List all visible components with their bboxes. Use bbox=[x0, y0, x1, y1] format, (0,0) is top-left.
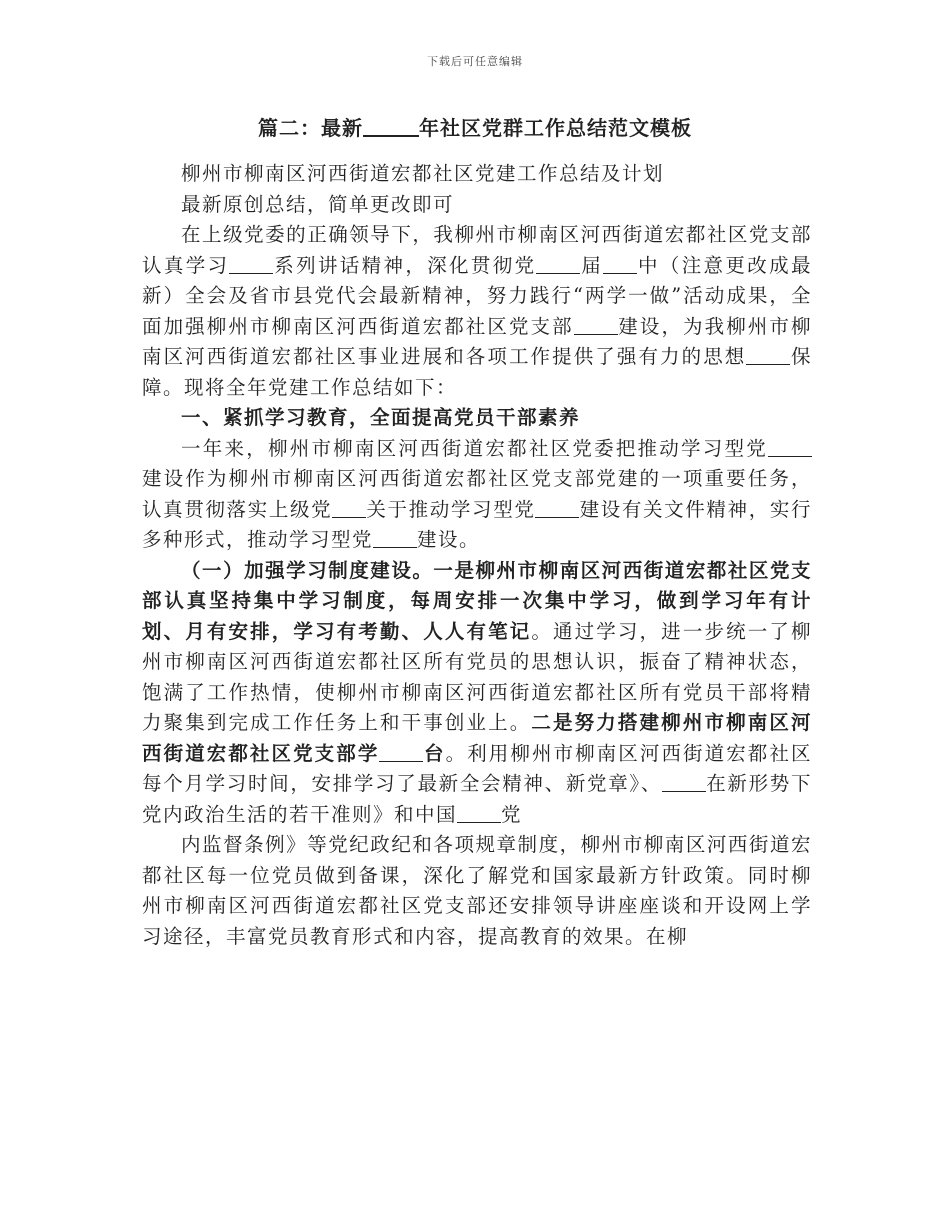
intro-text-e: 建设，为我柳州市柳南区河西街道宏都社区事业进展和各项工作提供了强有力的思想 bbox=[142, 314, 812, 368]
section1-heading bbox=[142, 403, 812, 434]
intro-text-d: 中（注意更改成最新）全会及省市县党代会最新精神，努力践行“两学一做”活动成果，全面加强柳州市柳南区河西街道宏都社区党支部 bbox=[142, 253, 812, 338]
fill-blank bbox=[379, 741, 423, 762]
subsection1-bold-d: 台 bbox=[423, 741, 446, 765]
title-suffix: 年社区党群工作总结范文模板 bbox=[419, 116, 692, 140]
fill-blank bbox=[332, 497, 366, 518]
section1-text-b: 建设作为柳州市柳南区河西街道宏都社区党支部党建的一项重要任务，认真贯彻落实上级党 bbox=[142, 467, 812, 521]
section1-heading-text: 一、紧抓学习教育，全面提高党员干部素养 bbox=[181, 406, 581, 429]
intro-paragraph bbox=[142, 220, 812, 403]
fill-blank bbox=[535, 497, 579, 518]
title-blank bbox=[363, 115, 419, 137]
intro-text-c: 届 bbox=[580, 253, 604, 277]
section1-text-c: 关于推动学习型党 bbox=[366, 497, 536, 521]
subsection1-text-g: 党 bbox=[501, 802, 523, 826]
subsection1-text-f: 在新形势下党内政治生活的若干准则》和中国 bbox=[142, 772, 812, 826]
original-note-line bbox=[142, 190, 812, 221]
fill-blank bbox=[457, 802, 501, 823]
fill-blank bbox=[229, 253, 273, 274]
subsection1-text-b: 。通过学习，进一步统一了柳州市柳南区河西街道宏都社区所有党员的思想认识，振奋了精神状态，饱满了工作热情，使柳州市柳南区河西街道宏都社区所有党员干部将精力聚集到完成工作任务上和干事创业上。 bbox=[142, 619, 812, 734]
fill-blank bbox=[574, 314, 618, 335]
title-prefix: 篇二：最新 bbox=[258, 116, 363, 140]
section1-paragraph bbox=[142, 434, 812, 556]
header-note: 下载后可任意编辑 bbox=[427, 55, 523, 68]
section1-text-d: 建设有关文件精神，实行多种形式，推动学习型党 bbox=[142, 497, 812, 551]
fill-blank bbox=[603, 253, 637, 274]
original-note-text: 最新原创总结，简单更改即可 bbox=[181, 192, 455, 216]
fill-blank bbox=[662, 772, 706, 793]
document-title bbox=[0, 112, 950, 141]
fill-blank bbox=[373, 528, 417, 549]
section1-text-a: 一年来，柳州市柳南区河西街道宏都社区党委把推动学习型党 bbox=[181, 436, 768, 460]
fill-blank bbox=[768, 436, 812, 457]
continuation-text: 内监督条例》等党纪政纪和各项规章制度，柳州市柳南区河西街道宏都社区每一位党员做到备课，深化了解党和国家最新方针政策。同时柳州市柳南区河西街道宏都社区党支部还安排领导讲座座谈和开设网上学习途径，丰富党员教育形式和内容，提高教育的效果。在柳 bbox=[142, 833, 812, 948]
subsection1-paragraph bbox=[142, 556, 812, 831]
subtitle-text: 柳州市柳南区河西街道宏都社区党建工作总结及计划 bbox=[181, 162, 665, 185]
intro-text-f: 保障。现将全年党建工作总结如下： bbox=[142, 345, 812, 399]
intro-text-a: 在上级党委的正确领导下，我柳州市柳南区河西街道宏都社区党支部认真学习 bbox=[142, 223, 812, 277]
section1-text-e: 建设。 bbox=[417, 528, 481, 551]
subtitle-line bbox=[142, 159, 812, 190]
subsection1-bold-a: （一）加强学习制度建设。一是柳州市柳南区河西街道宏都社区党支部认真坚持集中学习制度，每周安排一次集中学习，做到学习年有计划、月有安排，学习有考勤、人人有笔记 bbox=[142, 558, 812, 643]
document-body bbox=[142, 159, 812, 952]
subsection1-text-e: 。利用柳州市柳南区河西街道宏都社区每个月学习时间，安排学习了最新全会精神、新党章》、 bbox=[142, 741, 812, 795]
fill-blank bbox=[536, 253, 580, 274]
intro-text-b: 系列讲话精神，深化贯彻党 bbox=[273, 253, 537, 277]
fill-blank bbox=[746, 345, 790, 366]
subsection1-bold-c: 二是努力搭建柳州市柳南区河西街道宏都社区党支部学 bbox=[142, 711, 812, 765]
continuation-paragraph bbox=[142, 830, 812, 952]
